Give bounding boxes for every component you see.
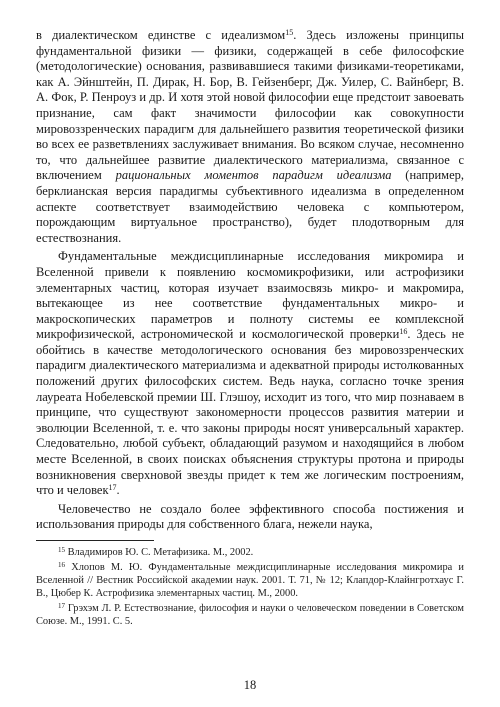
paragraph-1-text-a: в диалектическом единстве с идеализмом	[36, 28, 286, 42]
footnote-divider	[36, 540, 154, 541]
footnote-15-text: Владимиров Ю. С. Метафизика. М., 2002.	[67, 547, 254, 558]
page-number: 18	[243, 678, 257, 692]
paragraph-1-text-b: . Здесь изложены принципы фундаментальной физики — физики, содержащей в себе философские (методологические) основания, развивавшиеся такими физиками-теоретиками, как А. Эйнштейн, П. Дирак, Н. Бор, В. Гейзенберг, Дж. Уилер, С. Вайнберг, В. А. Фок, Р. Пенроуз и др. И хотя этой новой философии еще предстоит завоевать признание, сам факт значимости философии как совокупности мировоззренческих парадигм для дальнейшего развития теоретической физики во всех ее разветвлениях заслуживает внимания. Во всяком случае, несомненно то, что дальнейшее развитие диалектического материализма, связанное с включением	[36, 28, 464, 183]
paragraph-3-text: Человечество не создало более эффективного способа постижения и использования природы для собственного блага, нежели наука,	[36, 501, 464, 532]
footnote-15-number: 15	[58, 546, 65, 554]
footnote-16-text: Хлопов М. Ю. Фундаментальные междисциплинарные исследования микромира и Вселенной // Вестник Российской академии наук. 2001. Т. 71, № 12; Клапдор-Клайнгротхаус Г. В., Цюбер К. Астрофизика элементарных частиц. М., 2000.	[36, 562, 464, 599]
paragraph-2	[36, 249, 464, 499]
footnote-15	[36, 546, 464, 559]
paragraph-1-emphasis: рациональных моментов парадигм идеализма	[115, 168, 392, 183]
footnote-17-number: 17	[58, 602, 65, 610]
paragraph-2-text-a: Фундаментальные междисциплинарные исследования микромира и Вселенной привели к появлению космомикрофизики, или астрофизики элементарных частиц, которая изучает взаимосвязь микро- и макромира, вытекающее из нее соответствие фундаментальных микро- и макроскопических параметров и полноту системы ее комплексной микрофизической, астрономической и космологической проверки	[36, 249, 464, 342]
paragraph-2-text-c: .	[116, 483, 120, 498]
paragraph-2-text-b: . Здесь не обойтись в качестве методологического основания без мировоззренческих парадигм диалектического материализма и адекватной природы истолкованных положений других философских систем. Ведь наука, согласно точке зрения лауреата Нобелевской премии Ш. Глэшоу, исходит из того, что мир познаваем в принципе, что существуют закономерности процессов развития материи и эволюции Вселенной, т. е. что законы природы носят универсальный характер. Следовательно, любой субъект, обладающий разумом и находящийся в любом месте Вселенной, в своих поисках объяснения структуры протона и природы возникновения сверхновой звезды придет к тем же логическим построениям, что и человек	[36, 327, 464, 498]
paragraph-1	[36, 28, 464, 246]
footnote-17	[36, 602, 464, 628]
footnote-17-text: Грэхэм Л. Р. Естествознание, философия и науки о человеческом поведении в Советском Союзе. М., 1991. С. 5.	[36, 603, 464, 627]
page-body	[36, 28, 464, 630]
footnote-16	[36, 561, 464, 600]
paragraph-1-text-c: (например, берклианская версия парадигмы субъективного идеализма в определенном аспекте соответствует взаимодействию человека с компьютером, порождающим виртуальное пространство), будет плодотворным для естествознания.	[36, 168, 465, 245]
footnote-ref-17[interactable]: 17	[108, 483, 117, 493]
paragraph-3	[36, 502, 464, 533]
footnote-ref-15[interactable]: 15	[285, 28, 294, 37]
footnote-16-number: 16	[58, 561, 65, 569]
footnote-ref-16[interactable]: 16	[399, 327, 408, 337]
